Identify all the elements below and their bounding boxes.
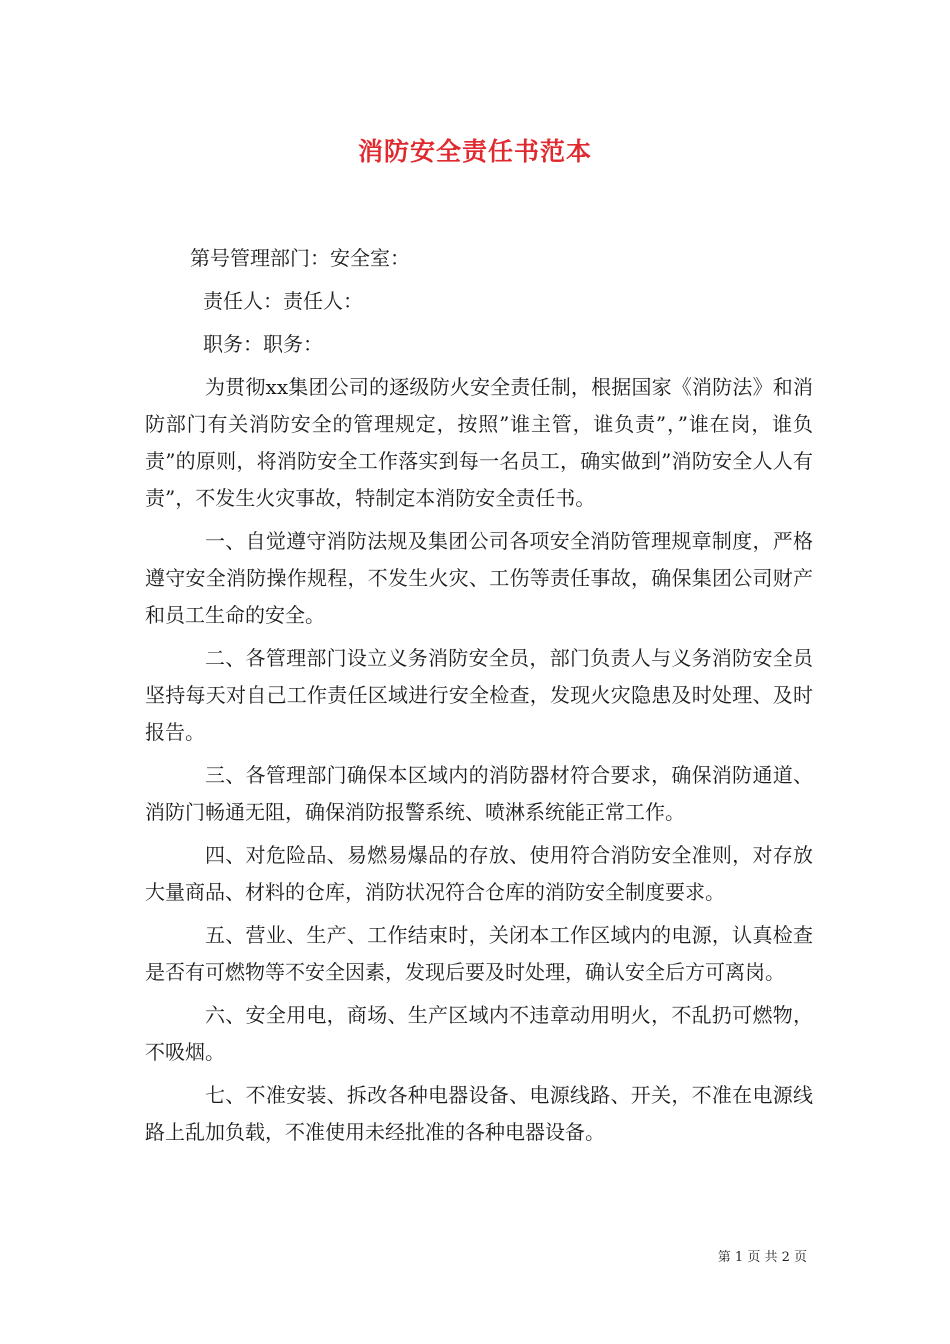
meta-position-line: 职务：职务： xyxy=(203,332,323,356)
paragraph-item-2: 二、各管理部门设立义务消防安全员，部门负责人与义务消防安全员坚持每天对自己工作责任区域进行安全检查，发现火灾隐患及时处理、及时报告。 xyxy=(145,646,813,744)
paragraph-item-3: 三、各管理部门确保本区域内的消防器材符合要求，确保消防通道、消防门畅通无阻，确保消防报警系统、喷淋系统能正常工作。 xyxy=(145,763,813,824)
paragraph-item-4: 四、对危险品、易燃易爆品的存放、使用符合消防安全准则，对存放大量商品、材料的仓库，消防状况符合仓库的消防安全制度要求。 xyxy=(145,843,813,904)
paragraph-item-6: 六、安全用电，商场、生产区域内不违章动用明火，不乱扔可燃物，不吸烟。 xyxy=(145,1003,813,1064)
page-number: 第 1 页 共 2 页 xyxy=(717,1250,807,1265)
paragraph-item-1: 一、自觉遵守消防法规及集团公司各项安全消防管理规章制度，严格遵守安全消防操作规程，不发生火灾、工伤等责任事故，确保集团公司财产和员工生命的安全。 xyxy=(145,529,813,627)
paragraph-item-7: 七、不准安装、拆改各种电器设备、电源线路、开关，不准在电源线路上乱加负载，不准使用未经批准的各种电器设备。 xyxy=(145,1083,813,1144)
meta-department-line: 第号管理部门：安全室： xyxy=(190,246,410,270)
document-title: 消防安全责任书范本 xyxy=(357,137,592,166)
paragraph-item-5: 五、营业、生产、工作结束时，关闭本工作区域内的电源，认真检查是否有可燃物等不安全因素，发现后要及时处理，确认安全后方可离岗。 xyxy=(145,923,813,984)
paragraph-intro: 为贯彻xx集团公司的逐级防火安全责任制，根据国家《消防法》和消防部门有关消防安全的管理规定，按照”谁主管，谁负责”，”谁在岗，谁负责”的原则，将消防安全工作落实到每一名员工，确实做到”消防安全人人有责”，不发生火灾事故，特制定本消防安全责任书。 xyxy=(145,375,813,510)
document-body xyxy=(145,240,813,1157)
meta-responsible-line: 责任人：责任人： xyxy=(203,289,363,313)
